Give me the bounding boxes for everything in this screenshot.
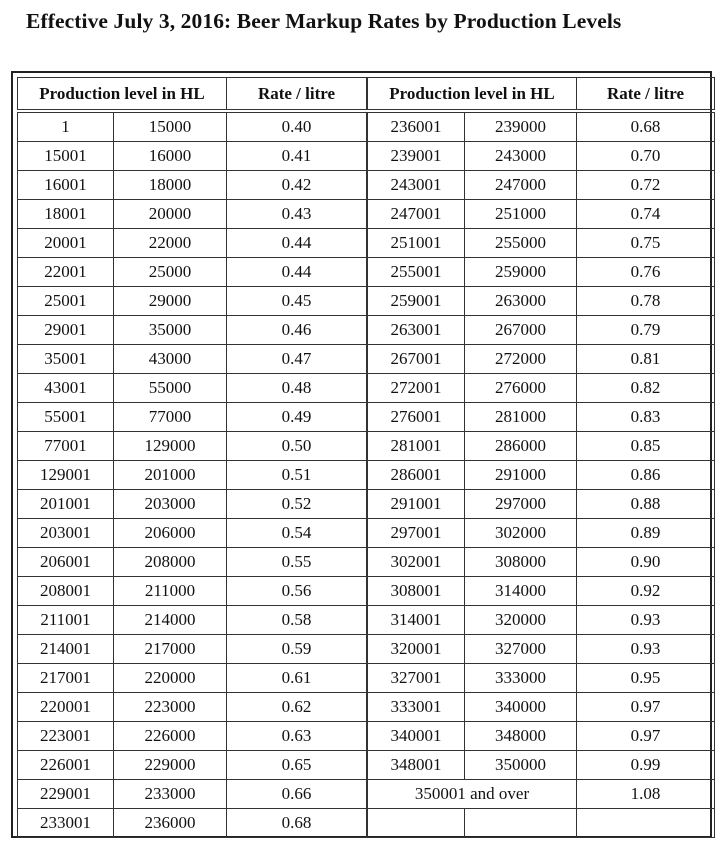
header-row [18,78,367,110]
range-to-cell: 267000 [465,316,577,345]
range-from-cell: 16001 [18,171,114,200]
range-to-cell: 320000 [465,606,577,635]
rate-cell: 0.79 [577,316,715,345]
range-from-cell: 203001 [18,519,114,548]
range-to-cell: 236000 [114,809,227,838]
table-row [18,490,367,519]
range-from-cell: 259001 [368,287,465,316]
rate-cell: 0.86 [577,461,715,490]
empty-cell [368,809,465,838]
range-from-cell: 55001 [18,403,114,432]
range-from-cell: 314001 [368,606,465,635]
range-to-cell: 22000 [114,229,227,258]
rate-cell: 0.45 [227,287,367,316]
range-from-cell: 229001 [18,780,114,809]
table-row [18,287,367,316]
rate-cell: 0.85 [577,432,715,461]
table-row [18,606,367,635]
rate-cell: 0.42 [227,171,367,200]
range-from-cell: 236001 [368,113,465,142]
table-row [368,345,715,374]
table-row [368,229,715,258]
rate-cell: 0.75 [577,229,715,258]
range-to-cell: 55000 [114,374,227,403]
table-row [368,461,715,490]
table-row [18,635,367,664]
table-row [18,577,367,606]
range-to-cell: 201000 [114,461,227,490]
range-to-cell: 233000 [114,780,227,809]
table-row [368,432,715,461]
range-to-cell: 129000 [114,432,227,461]
table-row [368,693,715,722]
range-over-cell: 350001 and over [368,780,577,809]
range-to-cell: 15000 [114,113,227,142]
table-row [368,287,715,316]
range-to-cell: 259000 [465,258,577,287]
table-row [368,519,715,548]
rate-cell: 0.92 [577,577,715,606]
range-from-cell: 18001 [18,200,114,229]
range-from-cell: 208001 [18,577,114,606]
range-to-cell: 220000 [114,664,227,693]
range-to-cell: 302000 [465,519,577,548]
range-to-cell: 16000 [114,142,227,171]
production-level-header: Production level in HL [368,78,577,110]
rate-cell: 0.58 [227,606,367,635]
range-to-cell: 286000 [465,432,577,461]
table-row [18,316,367,345]
table-row [18,374,367,403]
table-row [18,664,367,693]
range-to-cell: 239000 [465,113,577,142]
rate-cell: 0.83 [577,403,715,432]
range-to-cell: 208000 [114,548,227,577]
table-row [18,548,367,577]
range-from-cell: 267001 [368,345,465,374]
table-row [18,751,367,780]
rate-cell: 0.51 [227,461,367,490]
rate-cell: 0.78 [577,287,715,316]
rate-cell: 0.97 [577,693,715,722]
rate-cell: 1.08 [577,780,715,809]
range-from-cell: 77001 [18,432,114,461]
range-to-cell: 203000 [114,490,227,519]
range-from-cell: 211001 [18,606,114,635]
table-row [368,316,715,345]
range-from-cell: 43001 [18,374,114,403]
table-row [18,461,367,490]
range-to-cell: 308000 [465,548,577,577]
range-to-cell: 20000 [114,200,227,229]
rate-cell: 0.50 [227,432,367,461]
range-to-cell: 350000 [465,751,577,780]
rate-cell: 0.47 [227,345,367,374]
range-to-cell: 214000 [114,606,227,635]
rate-cell: 0.88 [577,490,715,519]
range-to-cell: 291000 [465,461,577,490]
range-to-cell: 223000 [114,693,227,722]
production-level-header: Production level in HL [18,78,227,110]
table-row [368,751,715,780]
range-to-cell: 77000 [114,403,227,432]
table-row [18,229,367,258]
range-from-cell: 22001 [18,258,114,287]
range-to-cell: 29000 [114,287,227,316]
rate-cell: 0.52 [227,490,367,519]
rate-cell: 0.43 [227,200,367,229]
range-to-cell: 276000 [465,374,577,403]
range-to-cell: 217000 [114,635,227,664]
rate-cell: 0.68 [227,809,367,838]
rate-cell: 0.62 [227,693,367,722]
table-row [368,548,715,577]
table-row [18,780,367,809]
range-from-cell: 25001 [18,287,114,316]
range-to-cell: 327000 [465,635,577,664]
range-from-cell: 223001 [18,722,114,751]
table-row [368,577,715,606]
table-row [368,200,715,229]
range-to-cell: 211000 [114,577,227,606]
rate-cell: 0.89 [577,519,715,548]
range-to-cell: 35000 [114,316,227,345]
rate-cell: 0.90 [577,548,715,577]
rate-header: Rate / litre [577,78,715,110]
empty-cell [465,809,577,838]
table-row [368,113,715,142]
rate-cell: 0.81 [577,345,715,374]
rate-header: Rate / litre [227,78,367,110]
range-to-cell: 333000 [465,664,577,693]
table-row-final [368,780,715,809]
range-from-cell: 247001 [368,200,465,229]
rate-cell: 0.76 [577,258,715,287]
rate-cell: 0.41 [227,142,367,171]
rate-cell: 0.99 [577,751,715,780]
table-row-empty [368,809,715,838]
range-from-cell: 15001 [18,142,114,171]
range-to-cell: 18000 [114,171,227,200]
rates-table-right [367,77,715,838]
rate-cell: 0.93 [577,635,715,664]
table-row [18,519,367,548]
table-row [368,490,715,519]
range-from-cell: 239001 [368,142,465,171]
rate-cell: 0.40 [227,113,367,142]
rate-cell: 0.97 [577,722,715,751]
range-from-cell: 226001 [18,751,114,780]
range-from-cell: 308001 [368,577,465,606]
rate-cell: 0.65 [227,751,367,780]
range-to-cell: 297000 [465,490,577,519]
rate-cell: 0.46 [227,316,367,345]
range-from-cell: 276001 [368,403,465,432]
range-from-cell: 286001 [368,461,465,490]
table-row [368,142,715,171]
range-from-cell: 320001 [368,635,465,664]
rate-cell: 0.54 [227,519,367,548]
range-to-cell: 251000 [465,200,577,229]
table-row [18,722,367,751]
rate-cell: 0.56 [227,577,367,606]
rate-cell: 0.55 [227,548,367,577]
range-from-cell: 255001 [368,258,465,287]
range-from-cell: 220001 [18,693,114,722]
range-from-cell: 272001 [368,374,465,403]
range-from-cell: 20001 [18,229,114,258]
range-to-cell: 348000 [465,722,577,751]
table-row [18,403,367,432]
range-from-cell: 201001 [18,490,114,519]
range-from-cell: 217001 [18,664,114,693]
range-from-cell: 243001 [368,171,465,200]
range-from-cell: 333001 [368,693,465,722]
range-to-cell: 43000 [114,345,227,374]
range-from-cell: 129001 [18,461,114,490]
table-row [368,664,715,693]
rate-cell: 0.74 [577,200,715,229]
range-from-cell: 302001 [368,548,465,577]
range-from-cell: 1 [18,113,114,142]
table-row [368,258,715,287]
range-to-cell: 281000 [465,403,577,432]
empty-cell [577,809,715,838]
range-from-cell: 233001 [18,809,114,838]
table-row [368,171,715,200]
range-to-cell: 263000 [465,287,577,316]
rate-cell: 0.44 [227,229,367,258]
table-row [18,171,367,200]
range-from-cell: 340001 [368,722,465,751]
table-row [18,200,367,229]
range-to-cell: 229000 [114,751,227,780]
range-from-cell: 214001 [18,635,114,664]
range-from-cell: 281001 [368,432,465,461]
rate-cell: 0.72 [577,171,715,200]
range-from-cell: 348001 [368,751,465,780]
table-row [368,606,715,635]
table-row [18,113,367,142]
range-from-cell: 251001 [368,229,465,258]
range-from-cell: 327001 [368,664,465,693]
rate-cell: 0.70 [577,142,715,171]
table-row [368,374,715,403]
page-title: Effective July 3, 2016: Beer Markup Rates by Production Levels [26,9,622,33]
rate-cell: 0.44 [227,258,367,287]
range-from-cell: 29001 [18,316,114,345]
range-from-cell: 297001 [368,519,465,548]
range-from-cell: 35001 [18,345,114,374]
rate-cell: 0.95 [577,664,715,693]
range-to-cell: 314000 [465,577,577,606]
table-row [18,258,367,287]
header-row [368,78,715,110]
range-to-cell: 226000 [114,722,227,751]
range-to-cell: 272000 [465,345,577,374]
rate-cell: 0.61 [227,664,367,693]
rate-cell: 0.68 [577,113,715,142]
rate-cell: 0.49 [227,403,367,432]
table-row [18,693,367,722]
range-from-cell: 206001 [18,548,114,577]
rate-cell: 0.48 [227,374,367,403]
table-row [368,403,715,432]
table-row [368,722,715,751]
rate-cell: 0.93 [577,606,715,635]
range-from-cell: 263001 [368,316,465,345]
rate-cell: 0.63 [227,722,367,751]
rate-cell: 0.82 [577,374,715,403]
range-to-cell: 247000 [465,171,577,200]
range-from-cell: 291001 [368,490,465,519]
rate-cell: 0.66 [227,780,367,809]
range-to-cell: 255000 [465,229,577,258]
range-to-cell: 206000 [114,519,227,548]
table-row [18,432,367,461]
table-row [368,635,715,664]
range-to-cell: 25000 [114,258,227,287]
table-row [18,345,367,374]
table-row [18,809,367,838]
table-row [18,142,367,171]
range-to-cell: 243000 [465,142,577,171]
range-to-cell: 340000 [465,693,577,722]
rate-cell: 0.59 [227,635,367,664]
rates-table-left [17,77,367,838]
